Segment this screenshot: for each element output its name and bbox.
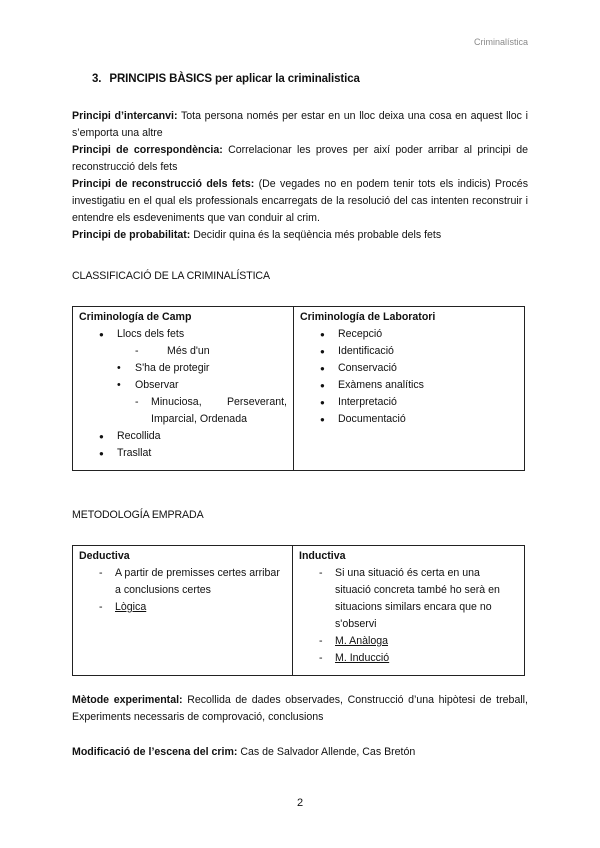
modification-text: Cas de Salvador Allende, Cas Bretón <box>237 746 416 758</box>
camp-column <box>73 307 294 471</box>
list-item: ● Llocs dels fets <box>79 326 287 343</box>
list-item: ● Trasllat <box>79 445 287 462</box>
classification-heading: CLASSIFICACIÓ DE LA CRIMINALÍSTICA <box>72 270 270 282</box>
list-item: ● Recollida <box>79 428 287 445</box>
experimental-text: Recollida de dades observades, Construcció d’una hipòtesi de treball, Experiments necessaris de comprovació, conclusions <box>72 694 528 723</box>
methodology-heading: METODOLOGÍA EMPRADA <box>72 509 204 521</box>
inductiva-column <box>293 546 525 676</box>
section-title <box>92 73 360 85</box>
modification-label: Modificació de l’escena del crim: <box>72 746 238 758</box>
principle-text: Tota persona només per estar en un lloc deixa una cosa en aquest lloc i s’emporta una altre <box>72 110 528 139</box>
principle-intercanvi <box>72 108 528 142</box>
deductiva-column <box>73 546 293 676</box>
deductiva-title: Deductiva <box>79 550 130 562</box>
list-item: ● Interpretació <box>300 394 518 411</box>
principle-label: Principi de reconstrucció dels fets: <box>72 178 255 190</box>
experimental-label: Mètode experimental: <box>72 694 183 706</box>
list-item: ● Documentació <box>300 411 518 428</box>
list-item: ● Exàmens analítics <box>300 377 518 394</box>
list-item: - Minuciosa, Perseverant, Imparcial, Ordenada <box>79 394 287 428</box>
list-item: ● Identificació <box>300 343 518 360</box>
section-number: 3. <box>92 73 102 85</box>
list-item: - M. Anàloga <box>299 633 518 650</box>
list-item: ● Recepció <box>300 326 518 343</box>
list-item: - M. Inducció <box>299 650 518 667</box>
running-header: Criminalística <box>473 37 528 47</box>
list-item: - Si una situació és certa en una situació concreta també ho serà en situacions similars encara que no s'observi <box>299 565 518 633</box>
principle-text: Decidir quina és la seqüència més probable dels fets <box>190 229 442 241</box>
page-number: 2 <box>296 797 304 809</box>
principles-block <box>72 108 528 244</box>
list-item: - A partir de premisses certes arribar a conclusions certes <box>79 565 286 599</box>
principle-label: Principi de probabilitat: <box>72 229 191 241</box>
list-item: • S'ha de protegir <box>79 360 287 377</box>
camp-title: Criminología de Camp <box>79 311 192 323</box>
list-item: ● Conservació <box>300 360 518 377</box>
section-title-text: PRINCIPIS BÀSICS per aplicar la criminalistica <box>109 73 360 85</box>
lab-title: Criminología de Laboratori <box>300 311 436 323</box>
principle-label: Principi d’intercanvi: <box>72 110 178 122</box>
list-item: • Observar <box>79 377 287 394</box>
principle-text: Correlacionar les proves per així poder arribar al principi de reconstrucció dels fets <box>72 144 528 173</box>
experimental-method <box>72 692 528 726</box>
classification-table <box>72 306 525 471</box>
lab-column <box>294 307 525 471</box>
principle-text: (De vegades no en podem tenir tots els indicis) Procés investigatiu en el qual els professionals encarregats de la resolució del cas intenten reconstruir i entendre els esdeveniments que van conduir al crim. <box>72 178 528 224</box>
principle-probabilitat <box>72 227 528 244</box>
principle-reconstruccio <box>72 176 528 227</box>
scene-modification <box>72 744 528 761</box>
principle-label: Principi de correspondència: <box>72 144 223 156</box>
methodology-table <box>72 545 525 676</box>
principle-correspondencia <box>72 142 528 176</box>
inductiva-title: Inductiva <box>299 550 346 562</box>
list-item: - Més d'un <box>79 343 287 360</box>
list-item: - Lògica <box>79 599 286 616</box>
